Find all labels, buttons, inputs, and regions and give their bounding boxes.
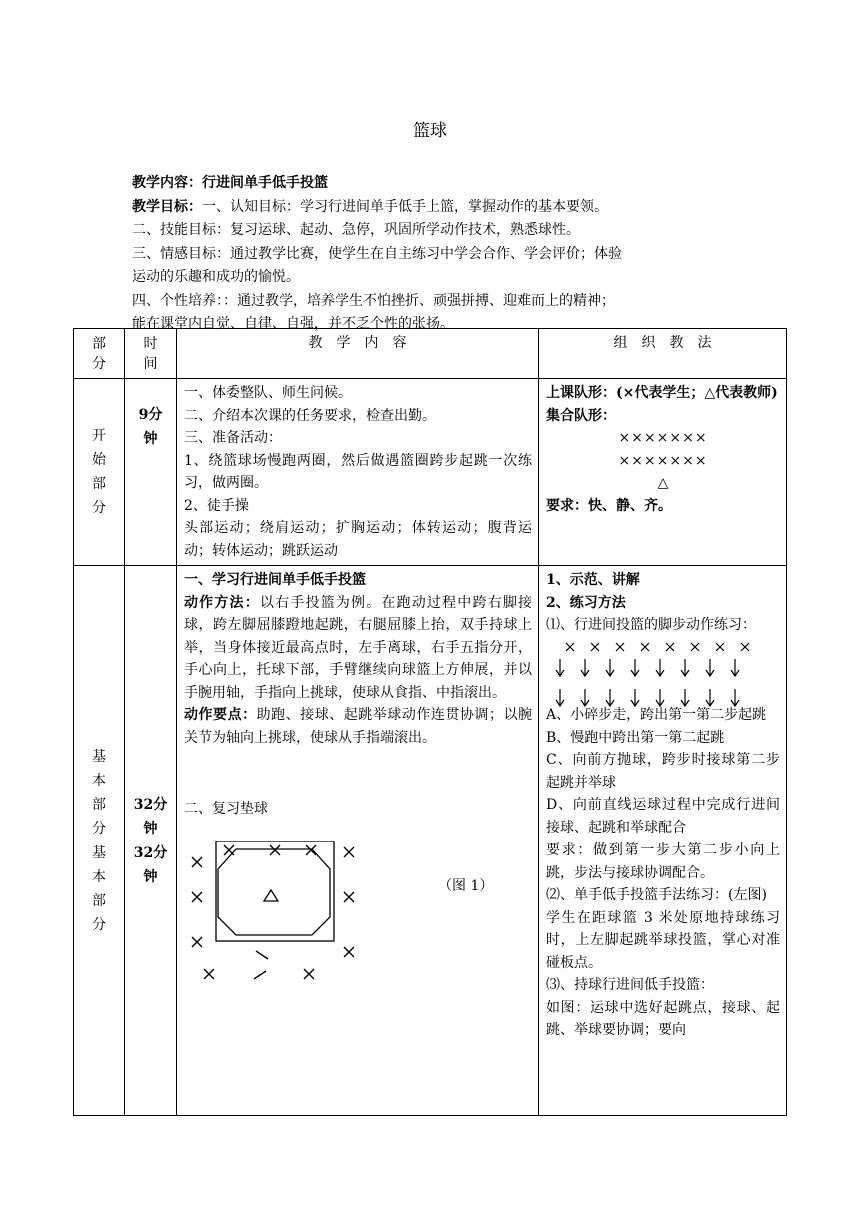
teach-step-3: ⑴、行进间投篮的脚步动作练习： [546,617,756,633]
header-part-text: 部分 [92,335,106,372]
footwork-arrow [581,659,589,676]
header-content: 教 学 内 容 [177,329,539,379]
step-d: D、向前直线运球过程中完成行进间接球、起跳和举球配合 [546,797,780,836]
step-a: A、小碎步走，跨出第一第二步起跳 [546,707,767,723]
formation-legend: 上课队形：(×代表学生；△代表教师) [546,385,778,401]
formation-label: 集合队形： [546,407,616,424]
content-start-line: 头部运动；绕肩运动；扩胸运动；体转运动；腹背运动；转体运动；跳跃运动 [184,520,532,559]
method-text: 以右手投篮为例。在跑动过程中跨右脚接球，跨左脚屈膝蹬地起跳，右腿屈膝上抬，双手持球上举，当身体接近最高点时，左手离球，右手五指分开，手心向上，托球下部，手臂继续向球篮上方伸展，并以手腕用轴，手指向上挑球，使球从食指、中指滚出。 [184,594,533,701]
student-cross [306,845,316,855]
footwork-arrow [581,689,589,706]
goal-line-6: 能在课堂内自觉、自律、自强，并不乏个性的张扬。 [132,316,454,332]
footwork-arrow [706,689,714,706]
court-inner-octagon [218,849,330,935]
goal-line-2: 二、技能目标：复习运球、起动、急停，巩固所学动作技术，熟悉球性。 [132,222,580,238]
content-line [132,172,752,196]
footwork-arrow [656,689,664,706]
formation-requirement: 要求：快、静、齐。 [546,497,672,514]
goal-label: 教学目标： [132,198,202,215]
content-basic-heading: 一、学习行进间单手低手投篮 [184,572,366,588]
footwork-cross [641,643,649,651]
court-mark [256,951,268,959]
content-start-line: 三、准备活动： [184,430,282,446]
footwork-arrow [731,689,739,706]
content-start-line: 1、绕篮球场慢跑两圈，然后做遇篮圈跨步起跳一次练习，做两圈。 [184,452,532,491]
student-cross [270,845,280,855]
court-diagram [184,841,532,1031]
lesson-plan-table [73,328,787,1116]
teach-step-4-text: 学生在距球篮 3 米处原地持球练习时，上左脚起跳举球投篮，掌心对准碰板点。 [546,909,780,971]
step-c: C、向前方抛球，跨步时接球第二步起跳并举球 [546,752,780,791]
footwork-cross [666,643,674,651]
footwork-diagram [546,637,780,713]
header-time-text: 时间 [143,335,158,372]
footwork-arrow [681,659,689,676]
footwork-arrow [606,659,614,676]
time-start [125,379,177,566]
student-cross [224,845,234,855]
time-basic-text-2: 32分钟 [133,844,168,885]
header-part [74,329,125,379]
footwork-arrow [556,689,564,706]
footwork-cross [566,643,574,651]
time-basic [125,566,177,1116]
footwork-arrow [681,689,689,706]
court-mark [254,971,266,979]
step-b: B、慢跑中跨出第一第二起跳 [546,729,725,746]
page-title: 篮球 [413,121,447,141]
teach-step-5-text: 如图：运球中选好起跳点，接球、起跳、举球要协调；要向 [546,999,780,1038]
footwork-arrow [556,659,564,676]
header-method: 组 织 教 法 [539,329,787,379]
student-cross [344,947,354,957]
student-cross [304,969,314,979]
time-basic-text-1: 32分钟 [133,796,168,837]
footwork-arrow [656,659,664,676]
footwork-arrow [631,689,639,706]
student-cross [192,857,202,867]
content-start-line: 二、介绍本次课的任务要求，检查出勤。 [184,407,436,424]
part-basic [74,566,125,1116]
teacher-marker: △ [657,475,669,491]
teach-step-1: 1、示范、讲解 [546,572,640,588]
student-cross [344,892,354,902]
court-outline [216,841,334,941]
part-start [74,379,125,566]
method-label: 动作方法： [184,594,260,611]
table-header-row [74,329,787,379]
part-start-text: 开始部分 [92,428,106,516]
footwork-cross [716,643,724,651]
step-requirement: 要求：做到第一步大第二步小向上跳，步法与接球协调配合。 [546,842,780,881]
teacher-triangle [264,890,278,901]
method-start [539,379,787,566]
teach-step-2: 2、练习方法 [546,594,626,611]
goal-text-1: 一、认知目标：学习行进间单手低手上篮，掌握动作的基本要领。 [202,198,608,215]
teach-step-5: ⑶、持球行进间低手投篮： [546,977,714,993]
key-label: 动作要点： [184,707,257,723]
footwork-cross [741,643,749,651]
footwork-arrow [631,659,639,676]
header-time [125,329,177,379]
teach-step-4: ⑵、单手低手投篮手法练习：(左图) [546,887,767,903]
student-cross [192,892,202,902]
formation-row-1: ××××××× [618,430,708,446]
table-row-basic [74,566,787,1116]
content-start [177,379,539,566]
footwork-arrow [706,659,714,676]
goal-line-5: 四、个性培养：：通过教学，培养学生不怕挫折、顽强拼搏、迎难而上的精神； [132,292,615,309]
table-row-start [74,379,787,566]
formation-row-2: ××××××× [618,452,708,469]
time-start-text: 9分钟 [138,407,163,447]
key-text: 助跑、接球、起跳举球动作连贯协调；以腕关节为轴向上挑球，使球从手指端滚出。 [184,707,532,746]
footwork-arrow [606,689,614,706]
lesson-intro [132,172,752,337]
footwork-cross [591,643,599,651]
content-basic [177,566,539,1116]
content-label: 教学内容： [132,175,202,191]
content-value: 行进间单手低手投篮 [202,175,328,191]
footwork-arrow [731,659,739,676]
goal-line-4: 运动的乐趣和成功的愉悦。 [132,269,300,285]
student-cross [204,969,214,979]
method-basic [539,566,787,1116]
review-heading: 二、复习垫球 [184,801,268,817]
student-cross [192,937,202,947]
student-cross [344,847,354,857]
goal-line-3: 三、情感目标：通过教学比赛，使学生在自主练习中学会合作、学会评价；体验 [132,245,622,262]
court-diagram-svg [184,841,374,996]
footwork-cross [691,643,699,651]
figure-label: （图 1） [438,877,494,894]
content-start-line: 2、徒手操 [184,497,249,514]
footwork-cross [616,643,624,651]
content-start-line: 一、体委整队、师生问候。 [184,385,352,401]
goal-line-1 [132,196,752,220]
part-basic-text: 基本部分基本部分 [92,748,106,933]
